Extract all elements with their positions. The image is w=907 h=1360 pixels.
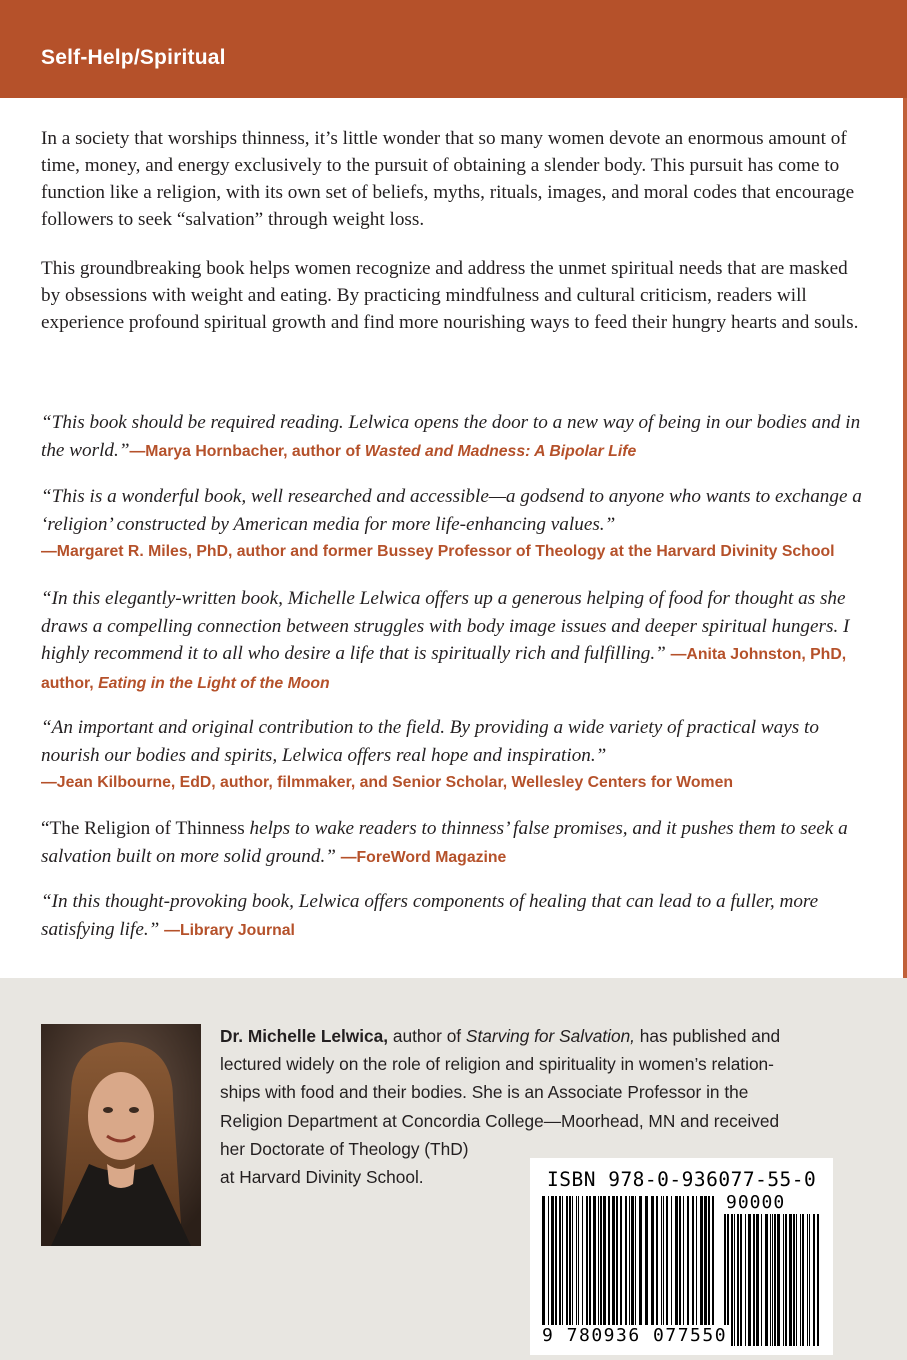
review-quote-5 — [41, 815, 871, 871]
review-quote-6 — [41, 888, 871, 944]
quote-text: “This book should be required reading. Lelwica opens the door to a new way of being in our bodies and in the world.” — [41, 412, 861, 461]
bio-line-1: Dr. Michelle Lelwica, author of Starving for Salvation, has published and — [220, 1026, 781, 1046]
quote-attribution: —Jean Kilbourne, EdD, author, filmmaker, and Senior Scholar, Wellesley Centers for Women — [41, 774, 734, 791]
bio-line-5: her Doctorate of Theology (ThD) — [220, 1138, 469, 1159]
description-paragraph-2: This groundbreaking book helps women recognize and address the unmet spiritual needs that are masked by obsessions with weight and eating. By practicing mindfulness and cultural criticism, readers will experience profound spiritual growth and find more nourishing ways to feed their hungry hearts and souls. — [41, 258, 859, 333]
quote-attribution: —Margaret R. Miles, PhD, author and former Bussey Professor of Theology at the Harvard Divinity School — [41, 543, 835, 560]
quote-attribution: —Marya Hornbacher, author of Wasted and Madness: A Bipolar Life — [129, 442, 637, 460]
quote-text: helps to wake readers to thinness’ false promises, and it pushes them to seek a salvation built on more solid ground.” — [41, 818, 848, 867]
quote-text: “This is a wonderful book, well researched and accessible—a godsend to anyone who wants to exchange a ‘religion’ constructed by American media for more life-enhancing values.” — [41, 486, 862, 535]
quote-attribution: —Library Journal — [164, 921, 295, 939]
quote-book-title: “The Religion of Thinness — [41, 818, 245, 839]
author-photo — [41, 1024, 201, 1246]
barcode-addon-number: 90000 — [726, 1192, 786, 1213]
quote-attribution: —ForeWord Magazine — [340, 848, 507, 866]
category-banner — [0, 0, 907, 98]
barcode-label — [530, 1158, 833, 1355]
review-quote-4 — [41, 714, 871, 797]
bio-line-6: at Harvard Divinity School. — [220, 1167, 424, 1188]
review-quote-1 — [41, 409, 871, 465]
quote-attribution: —Anita Johnston, PhD, author, Eating in the Light of the Moon — [41, 646, 847, 692]
description-paragraph-1: In a society that worships thinness, it’s little wonder that so many women devote an enormous amount of time, money, and energy exclusively to the pursuit of obtaining a slender body. This pursuit has come to function like a religion, with its own set of beliefs, myths, rituals, images, and moral codes that encourage followers to seek “salvation” through weight loss. — [41, 128, 855, 230]
isbn-text: ISBN 978-0-936077-55-0 — [547, 1168, 817, 1191]
bio-line-2: lectured widely on the role of religion and spirituality in women’s relation- — [220, 1054, 774, 1075]
review-quote-3 — [41, 585, 871, 697]
author-previous-book: Starving for Salvation, — [465, 1026, 635, 1046]
author-name: Dr. Michelle Lelwica, — [220, 1026, 389, 1046]
quote-text: “In this elegantly-written book, Michelle Lelwica offers up a generous helping of food for thought as she draws a compelling connection between struggles with body image issues and deeper spiritual hungers. I highly recommend it to all who desire a life that is spiritually rich and fulfilling.” — [41, 588, 850, 664]
review-quote-2 — [41, 483, 871, 566]
bio-line-3: ships with food and their bodies. She is an Associate Professor in the — [220, 1082, 749, 1103]
category-label: Self-Help/Spiritual — [41, 46, 226, 69]
spine-edge — [903, 98, 907, 978]
bio-line-4: Religion Department at Concordia College—Moorhead, MN and received — [220, 1110, 780, 1131]
quote-text: “An important and original contribution to the field. By providing a wide variety of practical ways to nourish our bodies and spirits, Lelwica offers real hope and inspiration.” — [41, 717, 819, 766]
quote-text: “In this thought-provoking book, Lelwica offers components of healing that can lead to a fuller, more satisfying life.” — [41, 891, 819, 940]
barcode-ean-number: 9 780936 077550 — [542, 1325, 728, 1346]
